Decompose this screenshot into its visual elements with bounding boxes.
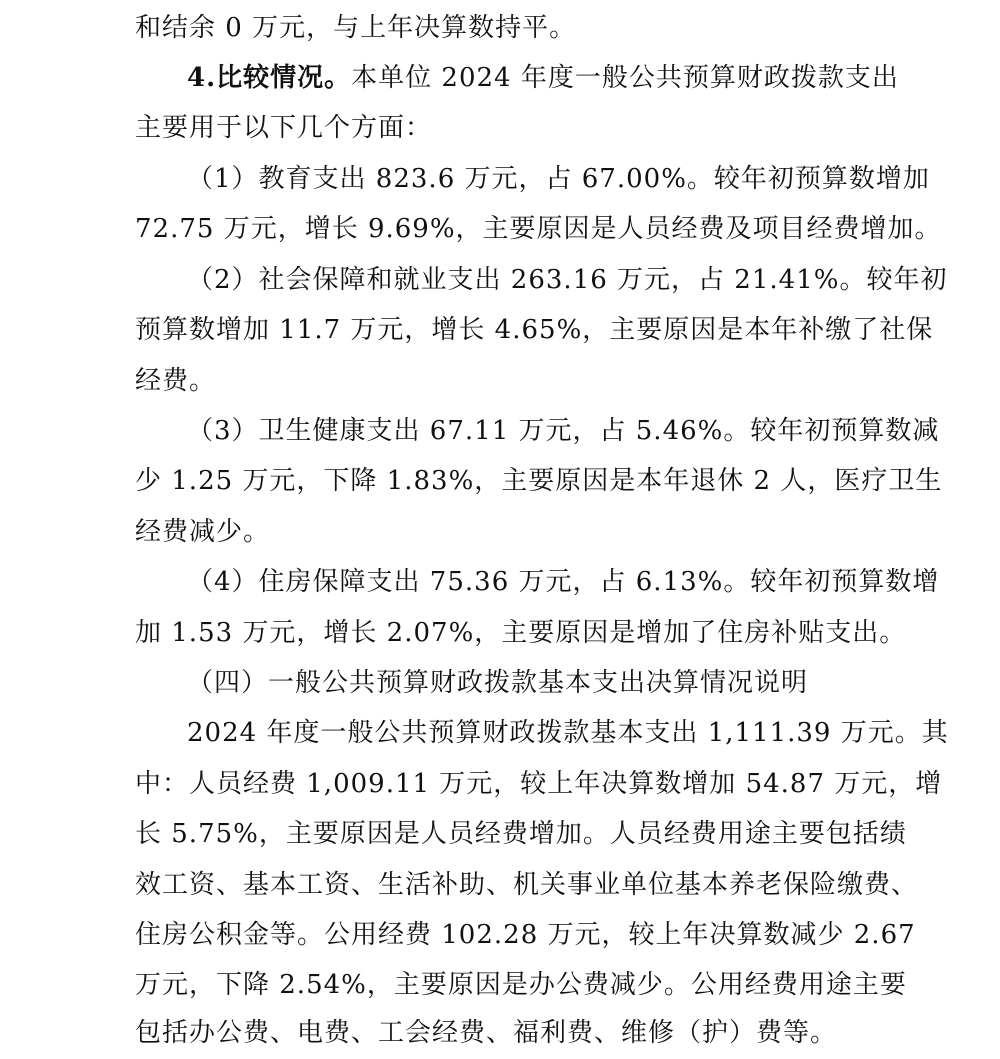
text-line: 包括办公费、电费、工会经费、福利费、维修（护）费等。	[135, 1018, 838, 1048]
text-line: 预算数增加 11.7 万元，增长 4.65%，主要原因是本年补缴了社保	[135, 315, 934, 345]
text-line: （4）住房保障支出 75.36 万元，占 6.13%。较年初预算数增	[187, 567, 940, 597]
text-line: 效工资、基本工资、生活补助、机关事业单位基本养老保险缴费、	[135, 870, 919, 900]
section-heading: 4.比较情况。	[187, 63, 352, 93]
text-line: （1）教育支出 823.6 万元，占 67.00%。较年初预算数增加	[187, 164, 930, 194]
text-line: 主要用于以下几个方面：	[135, 113, 433, 143]
text-line: 72.75 万元，增长 9.69%，主要原因是人员经费及项目经费增加。	[135, 214, 942, 244]
text-line: 加 1.53 万元，增长 2.07%，主要原因是增加了住房补贴支出。	[135, 618, 907, 648]
text-line: 住房公积金等。公用经费 102.28 万元，较上年决算数减少 2.67	[135, 920, 916, 950]
text-line: 长 5.75%，主要原因是人员经费增加。人员经费用途主要包括绩	[135, 819, 907, 849]
text-run: 本单位 2024 年度一般公共预算财政拨款支出	[351, 63, 899, 93]
text-line: （3）卫生健康支出 67.11 万元，占 5.46%。较年初预算数减	[187, 416, 940, 446]
text-line: 万元，下降 2.54%，主要原因是办公费减少。公用经费用途主要	[135, 970, 907, 1000]
text-line: 少 1.25 万元，下降 1.83%，主要原因是本年退休 2 人，医疗卫生	[135, 466, 943, 496]
text-line: 经费减少。	[135, 517, 271, 547]
text-line: 经费。	[135, 366, 217, 396]
text-line: （2）社会保障和就业支出 263.16 万元，占 21.41%。较年初	[187, 265, 948, 295]
text-line: 和结余 0 万元，与上年决算数持平。	[135, 13, 577, 43]
text-line: 2024 年度一般公共预算财政拨款基本支出 1,111.39 万元。其	[187, 718, 949, 748]
text-line: 中：人员经费 1,009.11 万元，较上年决算数增加 54.87 万元，增	[135, 769, 943, 799]
subsection-heading: （四）一般公共预算财政拨款基本支出决算情况说明	[187, 668, 809, 698]
text-line	[187, 53, 899, 103]
